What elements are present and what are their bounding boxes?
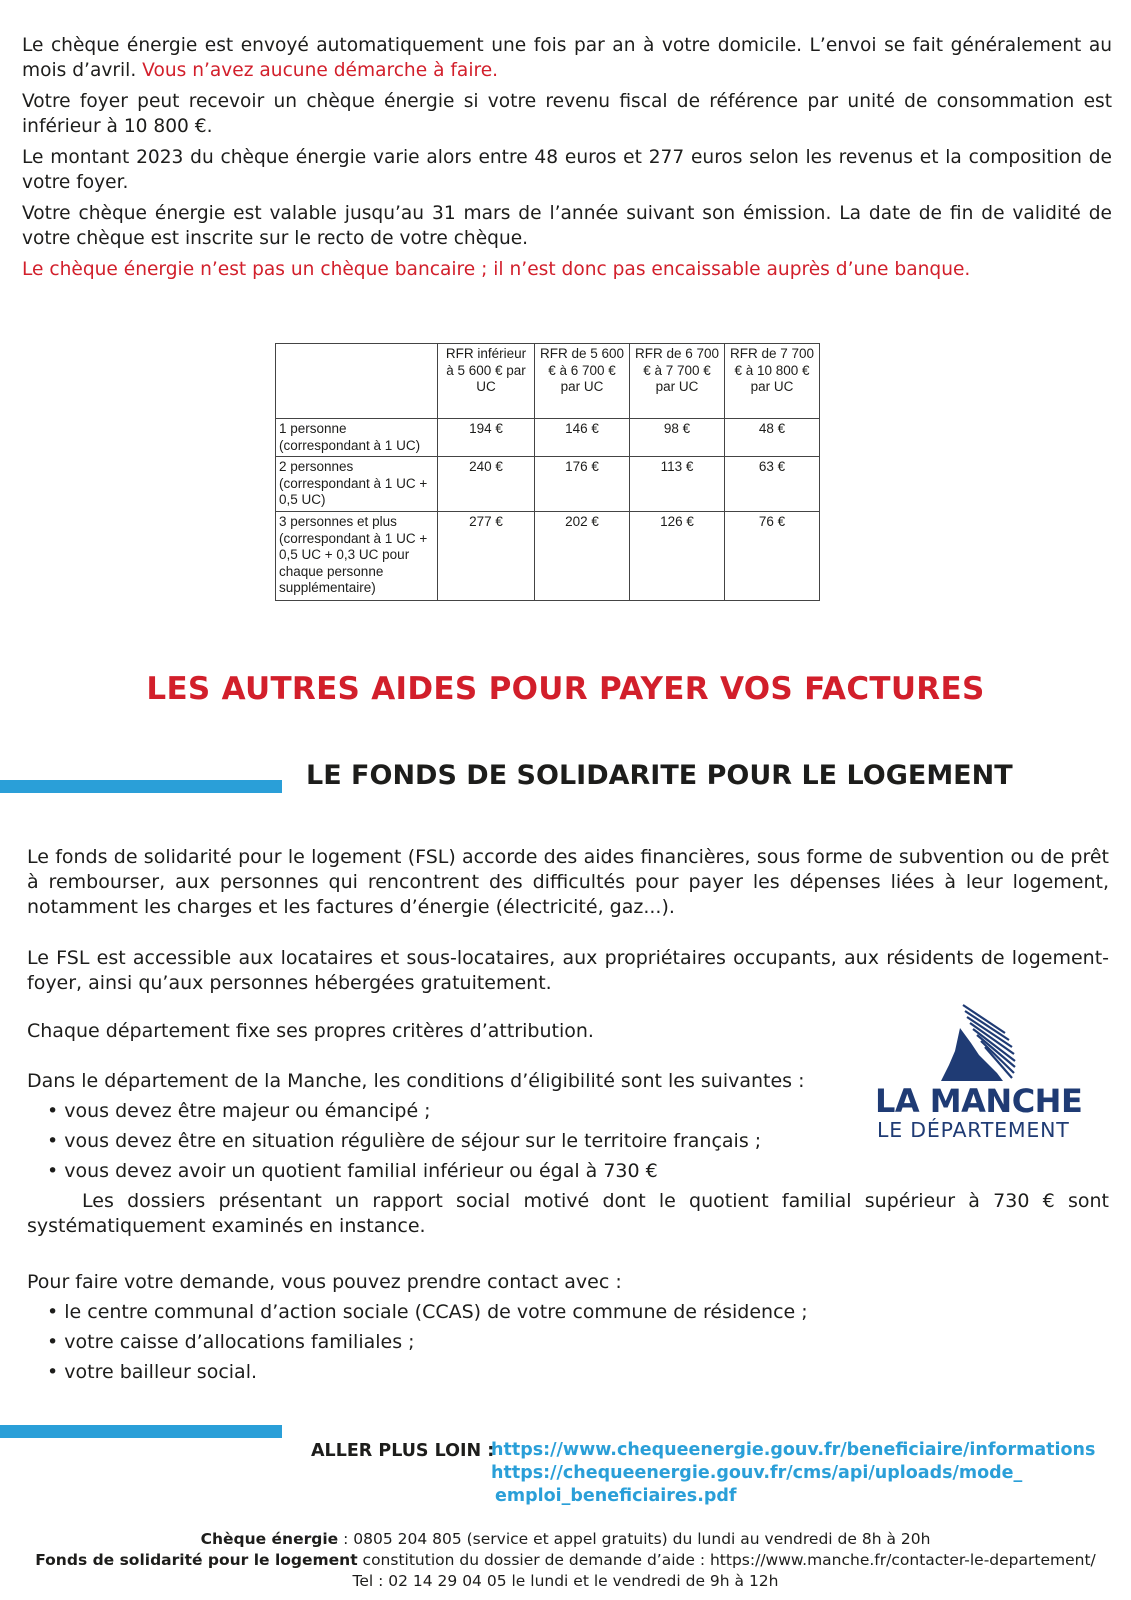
list-item: • votre bailleur social.: [47, 1361, 258, 1383]
table-cell: 126 €: [630, 512, 725, 601]
table-row: [276, 457, 820, 512]
table-header: RFR inférieur à 5 600 € par UC: [438, 344, 535, 419]
table-cell: 146 €: [535, 419, 630, 457]
subsection-title: LE FONDS DE SOLIDARITE POUR LE LOGEMENT: [306, 760, 1013, 791]
contacts-list: [47, 1300, 808, 1390]
footer-line-2: Fonds de solidarité pour le logement constitution du dossier de demande d’aide : https://www.manche.fr/contacter-le-departement/: [35, 1551, 1096, 1569]
row-label: 2 personnes (correspondant à 1 UC + 0,5 UC): [276, 457, 438, 512]
intro-paragraph-1: Le chèque énergie est envoyé automatiquement une fois par an à votre domicile. L’envoi se fait généralement au mois d’avril. Vous n’avez aucune démarche à faire.: [22, 35, 1112, 81]
fsl-paragraph-6: Pour faire votre demande, vous pouvez prendre contact avec :: [27, 1271, 622, 1293]
table-cell: 277 €: [438, 512, 535, 601]
table-cell: 48 €: [725, 419, 820, 457]
list-item: • votre caisse d’allocations familiales ;: [47, 1331, 415, 1353]
logo-title: LA MANCHE: [875, 1082, 1083, 1120]
cheque-amount-table: [275, 343, 820, 601]
table-cell: 240 €: [438, 457, 535, 512]
list-item: • vous devez avoir un quotient familial inférieur ou égal à 730 €: [47, 1160, 658, 1182]
logo-subtitle: LE DÉPARTEMENT: [877, 1118, 1070, 1142]
table-cell: 98 €: [630, 419, 725, 457]
table-header: RFR de 5 600 € à 6 700 € par UC: [535, 344, 630, 419]
intro-paragraph-2: Votre foyer peut recevoir un chèque énergie si votre revenu fiscal de référence par unité de consommation est inférieur à 10 800 €.: [22, 91, 1112, 137]
table-row: [276, 419, 820, 457]
table-row: [276, 512, 820, 601]
fsl-paragraph-1: Le fonds de solidarité pour le logement (FSL) accorde des aides financières, sous forme de subvention ou de prêt à rembourser, aux personnes qui rencontrent des difficultés pour payer les dépenses liées à leur logement, notamment les charges et les factures d’énergie (électricité, gaz...).: [27, 846, 1109, 918]
intro-paragraph-3: Le montant 2023 du chèque énergie varie alors entre 48 euros et 277 euros selon les revenus et la composition de votre foyer.: [22, 147, 1112, 193]
table-cell: 63 €: [725, 457, 820, 512]
footer-line-3: Tel : 02 14 29 04 05 le lundi et le vendredi de 9h à 12h: [352, 1572, 779, 1590]
table-corner-cell: [276, 344, 438, 419]
further-accent-bar: [0, 1425, 282, 1438]
section-title: LES AUTRES AIDES POUR PAYER VOS FACTURES: [146, 671, 985, 707]
table-cell: 176 €: [535, 457, 630, 512]
row-label: 1 personne (correspondant à 1 UC): [276, 419, 438, 457]
eligibility-list: [47, 1099, 761, 1189]
fsl-paragraph-5: Les dossiers présentant un rapport social motivé dont le quotient familial supérieur à 730 € sont systématiquement examinés en instance.: [27, 1190, 1109, 1237]
table-cell: 76 €: [725, 512, 820, 601]
fsl-paragraph-3: Chaque département fixe ses propres critères d’attribution.: [27, 1020, 594, 1042]
table-cell: 202 €: [535, 512, 630, 601]
further-links: [491, 1439, 1095, 1508]
footer-line-1: Chèque énergie : 0805 204 805 (service et appel gratuits) du lundi au vendredi de 8h à 20h: [200, 1530, 931, 1548]
info-link[interactable]: https://www.chequeenergie.gouv.fr/beneficiaire/informations: [491, 1440, 1096, 1460]
table-cell: 194 €: [438, 419, 535, 457]
no-action-note: Vous n’avez aucune démarche à faire.: [142, 59, 499, 81]
list-item: • vous devez être majeur ou émancipé ;: [47, 1100, 431, 1122]
fsl-paragraph-4: Dans le département de la Manche, les conditions d’éligibilité sont les suivantes :: [27, 1070, 805, 1092]
table-cell: 113 €: [630, 457, 725, 512]
list-item: • le centre communal d’action sociale (CCAS) de votre commune de résidence ;: [47, 1301, 808, 1323]
not-bank-cheque-warning: Le chèque énergie n’est pas un chèque bancaire ; il n’est donc pas encaissable auprès d’une banque.: [22, 259, 971, 280]
section-accent-bar: [0, 780, 282, 793]
further-label: ALLER PLUS LOIN :: [311, 1441, 495, 1461]
table-header-row: [276, 344, 820, 419]
table-header: RFR de 6 700 € à 7 700 € par UC: [630, 344, 725, 419]
cheque-energie-intro: [22, 34, 1112, 290]
list-item: • vous devez être en situation régulière de séjour sur le territoire français ;: [47, 1130, 762, 1152]
table-header: RFR de 7 700 € à 10 800 € par UC: [725, 344, 820, 419]
fsl-paragraph-2: Le FSL est accessible aux locataires et sous-locataires, aux propriétaires occupants, aux résidents de logement-foyer, ainsi qu’aux personnes hébergées gratuitement.: [27, 947, 1109, 994]
guide-link[interactable]: https://chequeenergie.gouv.fr/cms/api/uploads/mode_ emploi_beneficiaires.pdf: [491, 1463, 1023, 1506]
row-label: 3 personnes et plus (correspondant à 1 UC + 0,5 UC + 0,3 UC pour chaque personne supplémentaire): [276, 512, 438, 601]
intro-paragraph-4: Votre chèque énergie est valable jusqu’au 31 mars de l’année suivant son émission. La date de fin de validité de votre chèque est inscrite sur le recto de votre chèque.: [22, 203, 1112, 249]
footer-contacts: [0, 1529, 1131, 1592]
